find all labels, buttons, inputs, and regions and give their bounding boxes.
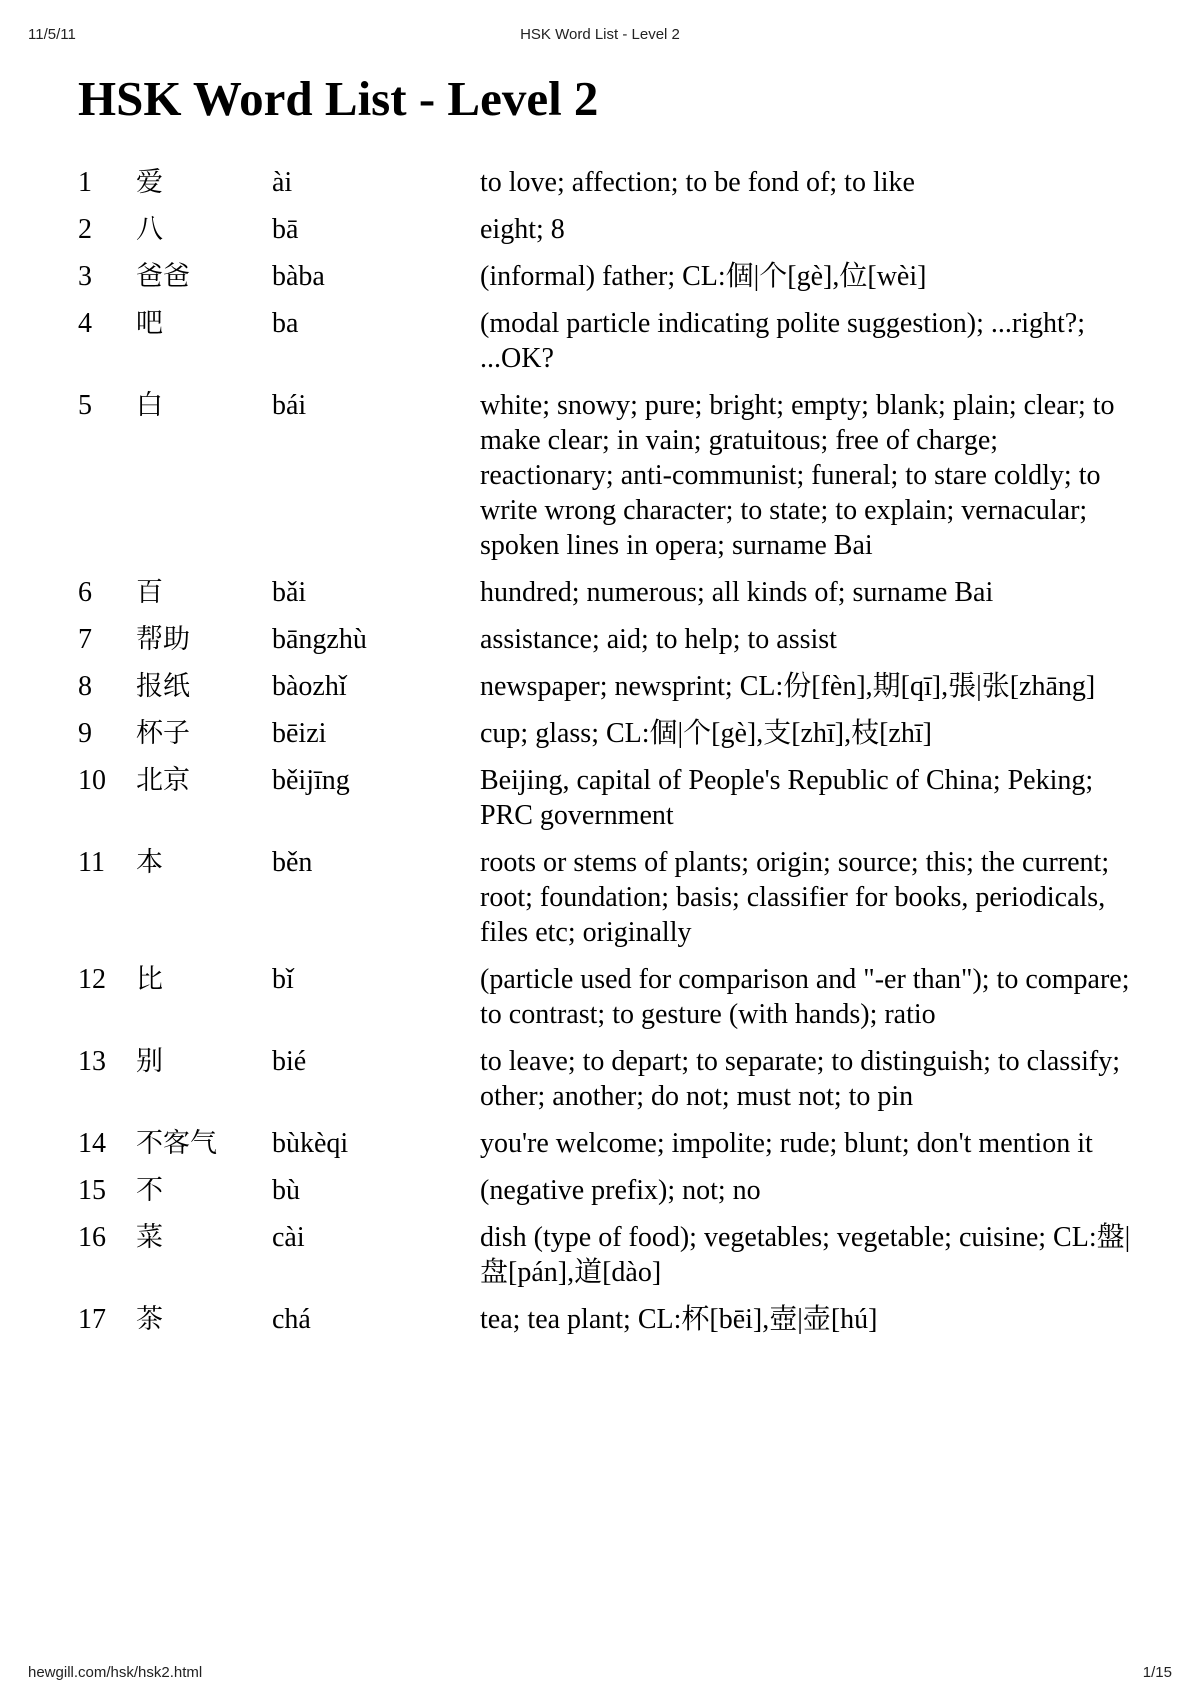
word-definition: to love; affection; to be fond of; to like (480, 167, 915, 198)
word-hanzi: 不客气 (136, 1128, 217, 1159)
word-number: 7 (78, 624, 92, 655)
print-url: hewgill.com/hsk/hsk2.html (28, 1664, 203, 1681)
word-hanzi: 百 (136, 577, 163, 608)
print-footer (0, 1664, 1200, 1684)
word-row (78, 165, 1138, 212)
word-row (78, 388, 1138, 575)
word-number: 12 (78, 964, 106, 995)
word-number: 6 (78, 577, 92, 608)
word-pinyin: bié (272, 1046, 307, 1077)
word-row (78, 1126, 1138, 1173)
word-row (78, 575, 1138, 622)
word-row (78, 962, 1138, 1044)
word-definition: to leave; to depart; to separate; to distinguish; to classify; other; another; do not; must not; to pin (480, 1046, 1120, 1112)
word-pinyin: bǎi (272, 577, 307, 608)
word-pinyin: bùkèqi (272, 1128, 349, 1159)
word-number: 16 (78, 1222, 106, 1253)
word-number: 3 (78, 261, 92, 292)
word-pinyin: bāngzhù (272, 624, 367, 655)
word-definition: eight; 8 (480, 214, 565, 245)
word-pinyin: běijīng (272, 765, 350, 796)
word-definition: tea; tea plant; CL:杯[bēi],壺|壶[hú] (480, 1304, 878, 1335)
word-row (78, 622, 1138, 669)
word-number: 17 (78, 1304, 106, 1335)
print-title: HSK Word List - Level 2 (520, 26, 680, 43)
word-row (78, 1173, 1138, 1220)
word-hanzi: 八 (136, 214, 163, 245)
word-definition: roots or stems of plants; origin; source; this; the current; root; foundation; basis; classifier for books, periodicals, files etc; originally (480, 847, 1110, 948)
print-header (0, 26, 1200, 46)
word-hanzi: 茶 (136, 1304, 163, 1335)
word-row (78, 763, 1138, 845)
word-pinyin: ài (272, 167, 293, 198)
word-row (78, 716, 1138, 763)
word-number: 1 (78, 167, 92, 198)
word-row (78, 212, 1138, 259)
word-row (78, 1044, 1138, 1126)
word-pinyin: bēizi (272, 718, 327, 749)
word-row (78, 669, 1138, 716)
word-pinyin: bǐ (272, 964, 294, 995)
word-hanzi: 别 (136, 1046, 163, 1077)
word-hanzi: 菜 (136, 1222, 163, 1253)
word-number: 2 (78, 214, 92, 245)
word-hanzi: 爸爸 (136, 261, 190, 292)
word-pinyin: ba (272, 308, 299, 339)
page-number: 1/15 (1142, 1664, 1172, 1681)
word-row (78, 259, 1138, 306)
word-definition: dish (type of food); vegetables; vegetable; cuisine; CL:盤|盘[pán],道[dào] (480, 1222, 1131, 1288)
word-number: 13 (78, 1046, 106, 1077)
word-pinyin: chá (272, 1304, 311, 1335)
word-number: 10 (78, 765, 106, 796)
word-definition: you're welcome; impolite; rude; blunt; don't mention it (480, 1128, 1093, 1159)
word-hanzi: 本 (136, 847, 163, 878)
word-row (78, 1220, 1138, 1302)
word-number: 4 (78, 308, 92, 339)
word-hanzi: 不 (136, 1175, 163, 1206)
word-number: 8 (78, 671, 92, 702)
word-definition: white; snowy; pure; bright; empty; blank; plain; clear; to make clear; in vain; gratuitous; free of charge; reactionary; anti-communist; funeral; to stare coldly; to write wrong character; to state; to explain; vernacular; spoken lines in opera; surname Bai (480, 390, 1115, 561)
word-pinyin: bàba (272, 261, 325, 292)
word-hanzi: 爱 (136, 167, 163, 198)
page-title: HSK Word List - Level 2 (78, 71, 599, 126)
word-definition: (negative prefix); not; no (480, 1175, 761, 1206)
word-hanzi: 帮助 (136, 624, 190, 655)
word-row (78, 1302, 1138, 1349)
word-number: 15 (78, 1175, 106, 1206)
word-definition: Beijing, capital of People's Republic of China; Peking; PRC government (480, 765, 1094, 831)
word-number: 9 (78, 718, 92, 749)
print-date: 11/5/11 (28, 26, 76, 43)
word-number: 5 (78, 390, 92, 421)
word-hanzi: 白 (136, 390, 163, 421)
word-number: 14 (78, 1128, 106, 1159)
word-definition: cup; glass; CL:個|个[gè],支[zhī],枝[zhī] (480, 718, 932, 749)
word-row (78, 845, 1138, 962)
word-hanzi: 北京 (136, 765, 190, 796)
word-definition: (particle used for comparison and "-er than"); to compare; to contrast; to gesture (with hands); ratio (480, 964, 1130, 1030)
word-pinyin: běn (272, 847, 313, 878)
word-row (78, 306, 1138, 388)
word-pinyin: bái (272, 390, 307, 421)
word-definition: hundred; numerous; all kinds of; surname Bai (480, 577, 994, 608)
word-hanzi: 吧 (136, 308, 163, 339)
word-hanzi: 比 (136, 964, 163, 995)
word-hanzi: 杯子 (136, 718, 190, 749)
word-pinyin: cài (272, 1222, 305, 1253)
word-definition: newspaper; newsprint; CL:份[fèn],期[qī],張|张[zhāng] (480, 671, 1096, 702)
word-list-table (78, 165, 1138, 1349)
word-pinyin: bā (272, 214, 299, 245)
word-definition: assistance; aid; to help; to assist (480, 624, 837, 655)
word-pinyin: bù (272, 1175, 300, 1206)
word-pinyin: bàozhǐ (272, 671, 347, 702)
word-number: 11 (78, 847, 105, 878)
word-hanzi: 报纸 (136, 671, 190, 702)
word-definition: (modal particle indicating polite suggestion); ...right?; ...OK? (480, 308, 1085, 374)
word-definition: (informal) father; CL:個|个[gè],位[wèi] (480, 261, 927, 292)
